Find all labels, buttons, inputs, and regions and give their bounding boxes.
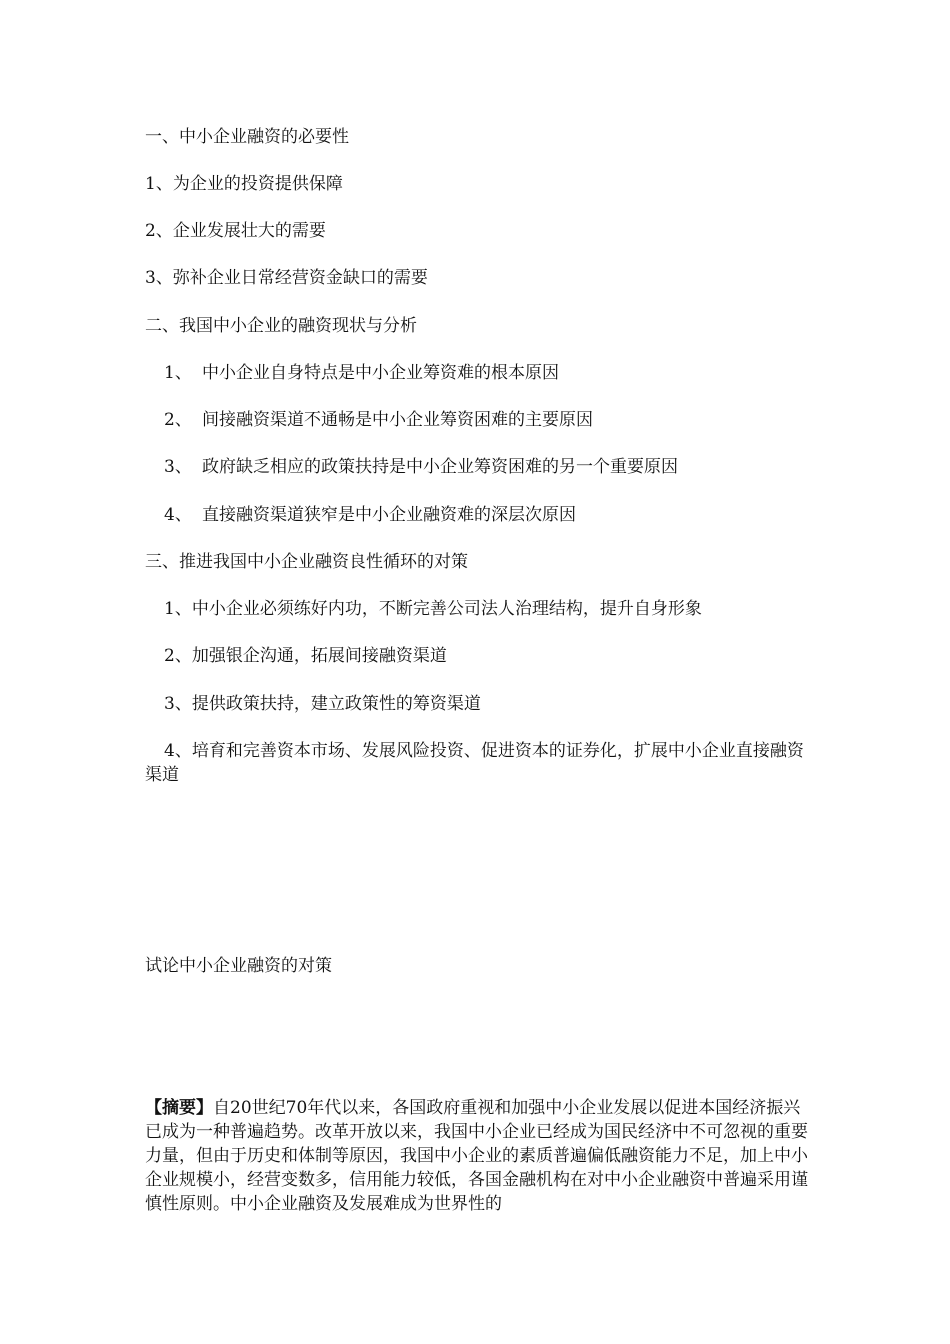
list-item: 3、提供政策扶持，建立政策性的筹资渠道	[164, 694, 481, 714]
list-item-number: 4、	[164, 505, 192, 525]
list-item-number: 3、	[164, 457, 192, 477]
list-item-text: 中小企业自身特点是中小企业筹资难的根本原因	[202, 363, 559, 383]
paper-title: 试论中小企业融资的对策	[145, 956, 332, 976]
list-item: 2、企业发展壮大的需要	[145, 221, 326, 241]
list-item-number: 1、	[164, 363, 192, 383]
section-heading-3: 三、推进我国中小企业融资良性循环的对策	[145, 552, 468, 572]
abstract-text: 自20世纪70年代以来，各国政府重视和加强中小企业发展以促进本国经济振兴已成为一种普遍趋势。改革开放以来，我国中小企业已经成为国民经济中不可忽视的重要力量，但由于历史和体制等原因，我国中小企业的素质普遍偏低融资能力不足，加上中小企业规模小，经营变数多，信用能力较低，各国金融机构在对中小企业融资中普遍采用谨慎性原则。中小企业融资及发展难成为世界性的	[145, 1098, 808, 1214]
abstract-paragraph	[145, 1096, 810, 1216]
section-heading-2: 二、我国中小企业的融资现状与分析	[145, 316, 417, 336]
list-item	[164, 455, 678, 479]
list-item-text: 直接融资渠道狭窄是中小企业融资难的深层次原因	[202, 505, 576, 525]
list-item: 2、加强银企沟通，拓展间接融资渠道	[164, 646, 447, 666]
list-item-text: 政府缺乏相应的政策扶持是中小企业筹资困难的另一个重要原因	[202, 457, 678, 477]
list-item	[164, 503, 576, 527]
list-item-text: 间接融资渠道不通畅是中小企业筹资困难的主要原因	[202, 410, 593, 430]
section-heading-1: 一、中小企业融资的必要性	[145, 127, 349, 147]
list-item	[145, 739, 810, 787]
abstract-label: 【摘要】	[145, 1098, 213, 1118]
list-item	[164, 361, 559, 385]
list-item-text: 4、培育和完善资本市场、发展风险投资、促进资本的证券化，扩展中小企业直接融资渠道	[145, 741, 804, 785]
list-item: 1、中小企业必须练好内功，不断完善公司法人治理结构，提升自身形象	[164, 599, 702, 619]
list-item: 3、弥补企业日常经营资金缺口的需要	[145, 268, 428, 288]
list-item	[164, 408, 593, 432]
list-item-number: 2、	[164, 410, 192, 430]
list-item: 1、为企业的投资提供保障	[145, 174, 343, 194]
